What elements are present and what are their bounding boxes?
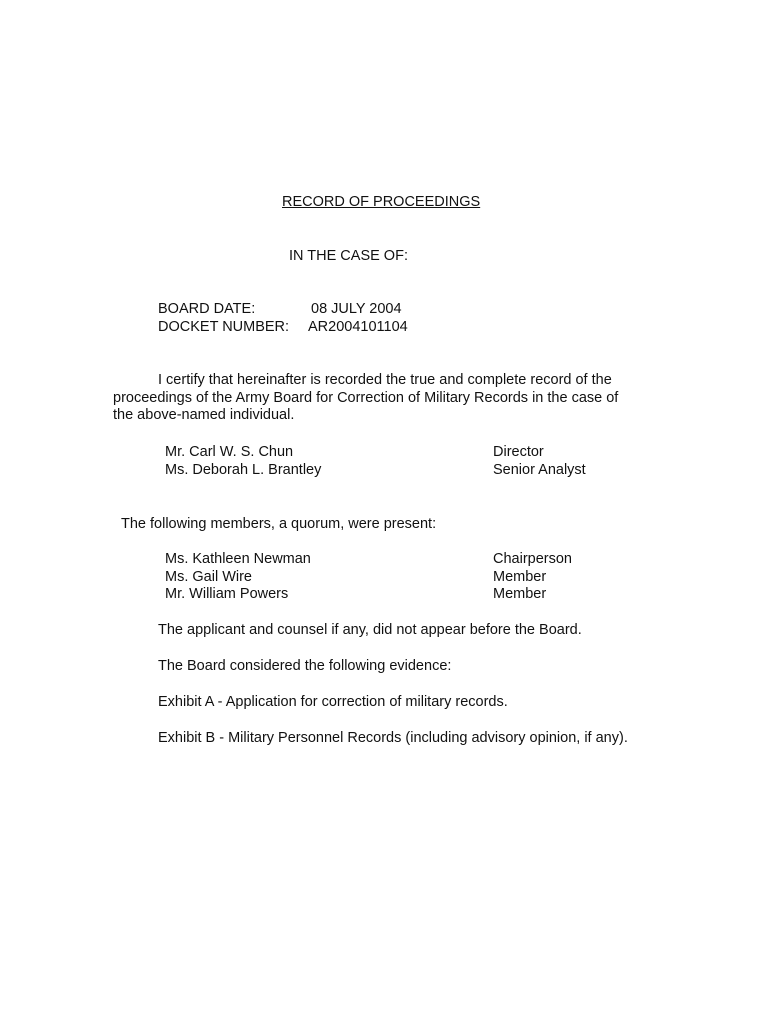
case-heading: IN THE CASE OF: <box>289 248 408 264</box>
staff-role: Director <box>493 444 544 460</box>
exhibit-b: Exhibit B - Military Personnel Records (including advisory opinion, if any). <box>158 730 628 746</box>
member-role: Member <box>493 586 547 602</box>
document-title: RECORD OF PROCEEDINGS <box>282 194 481 210</box>
member-name: Ms. Kathleen Newman <box>165 551 311 567</box>
exhibit-a: Exhibit A - Application for correction of military records. <box>158 694 508 710</box>
board-date-label: BOARD DATE: <box>158 301 256 317</box>
staff-name: Mr. Carl W. S. Chun <box>165 444 294 460</box>
board-date-value: 08 JULY 2004 <box>311 301 402 317</box>
evidence-intro: The Board considered the following evidence: <box>158 658 452 674</box>
certification-line: the above-named individual. <box>113 407 295 423</box>
staff-role: Senior Analyst <box>493 462 586 478</box>
docket-number-label: DOCKET NUMBER: <box>158 319 290 335</box>
appearance-statement: The applicant and counsel if any, did not appear before the Board. <box>158 622 582 638</box>
certification-line: I certify that hereinafter is recorded the true and complete record of the <box>158 372 612 388</box>
member-role: Chairperson <box>493 551 572 567</box>
docket-number-value: AR2004101104 <box>308 319 408 335</box>
quorum-statement: The following members, a quorum, were present: <box>121 516 437 532</box>
certification-line: proceedings of the Army Board for Correction of Military Records in the case of <box>113 389 619 406</box>
staff-name: Ms. Deborah L. Brantley <box>165 462 322 478</box>
member-name: Ms. Gail Wire <box>165 569 252 585</box>
member-name: Mr. William Powers <box>165 586 289 602</box>
member-role: Member <box>493 569 547 585</box>
certification-paragraph <box>113 372 653 425</box>
